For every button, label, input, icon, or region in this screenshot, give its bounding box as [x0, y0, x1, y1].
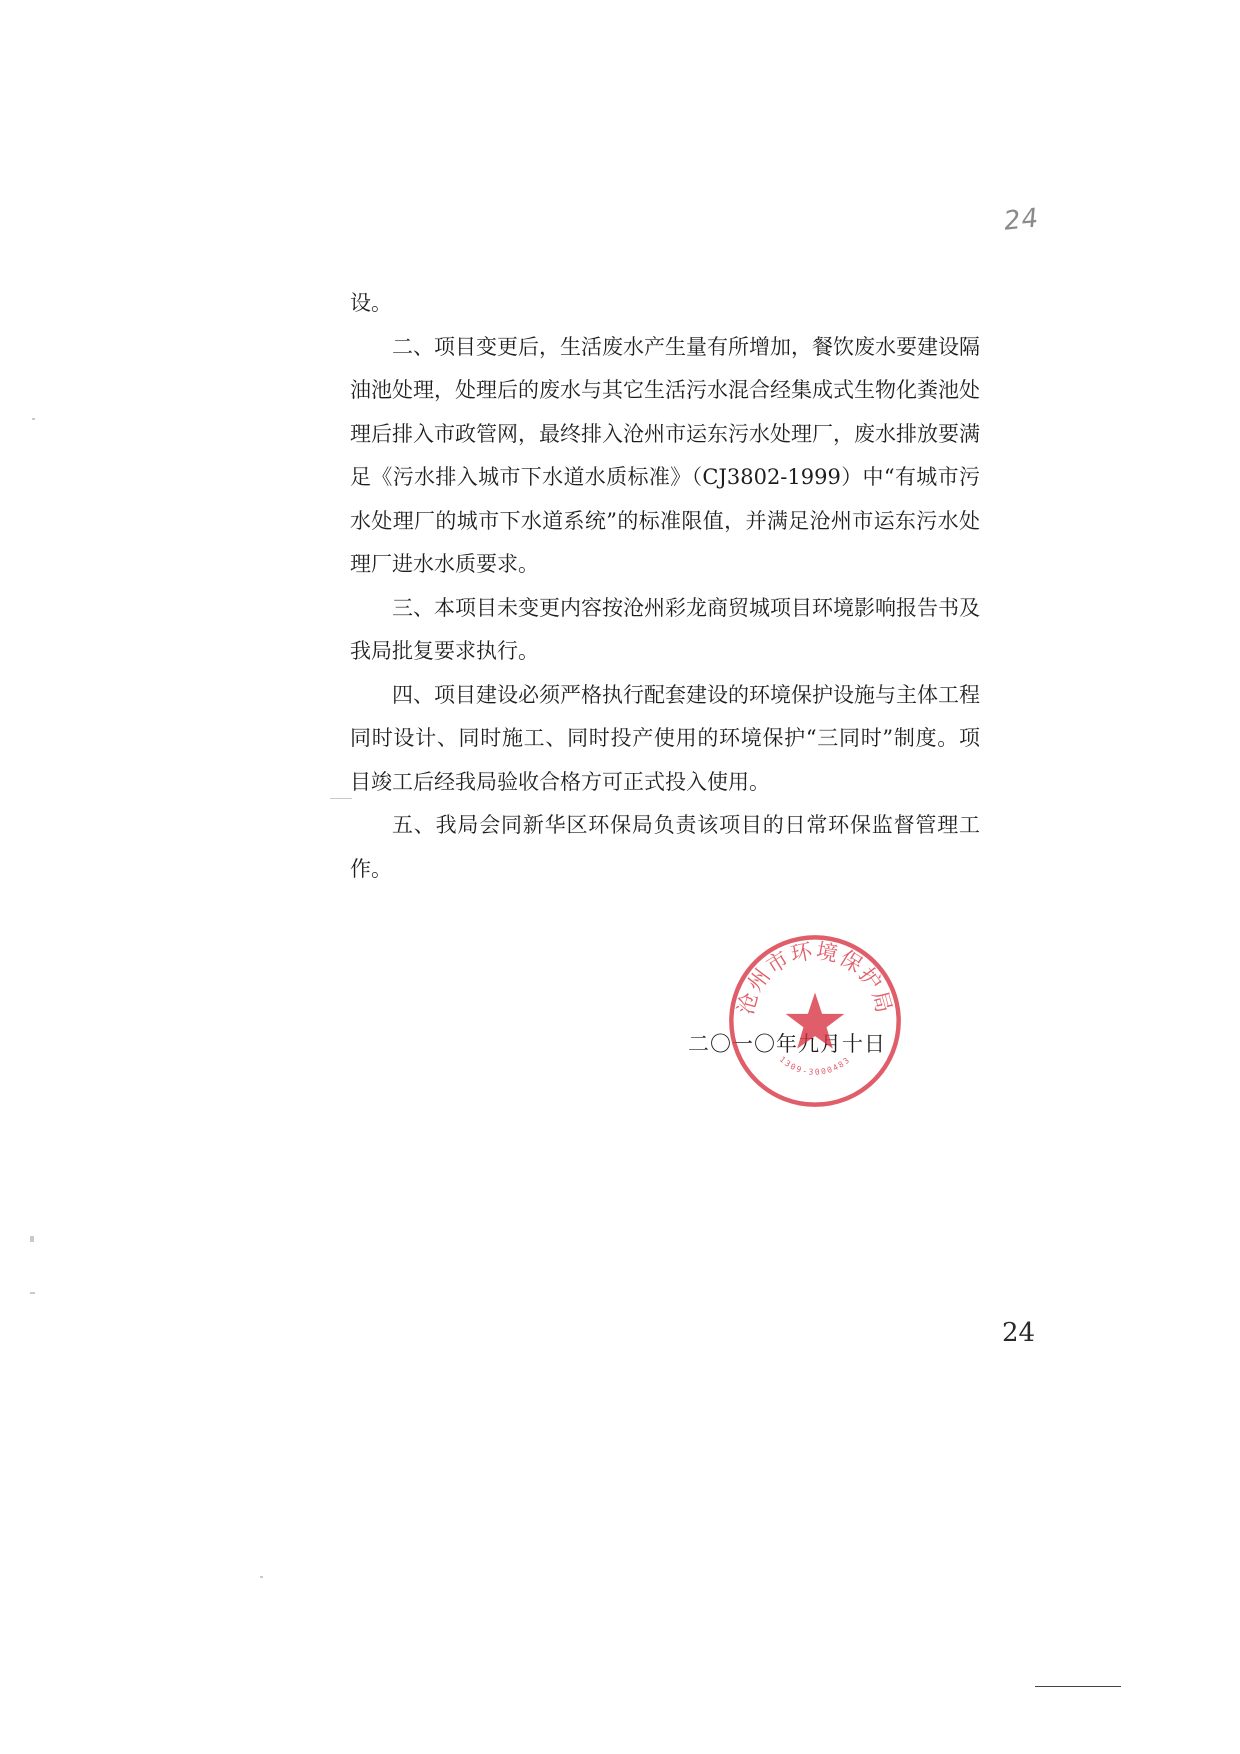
seal-code: 1309-3000483 — [777, 1054, 853, 1077]
scan-speck — [30, 1292, 35, 1294]
scan-speck — [330, 798, 352, 799]
body-text — [350, 282, 980, 891]
paragraph-item-4: 四、项目建设必须严格执行配套建设的环境保护设施与主体工程同时设计、同时施工、同时投产使用的环境保护“三同时”制度。项目竣工后经我局验收合格方可正式投入使用。 — [350, 682, 980, 794]
page-number: 24 — [1002, 1318, 1036, 1348]
signature-date: 二〇一〇年九月十日 — [688, 1032, 886, 1056]
scan-speck — [30, 1236, 34, 1242]
scan-speck — [32, 418, 35, 420]
paragraph-item-5: 五、我局会同新华区环保局负责该项目的日常环保监督管理工作。 — [350, 813, 980, 881]
seal-text: 沧州市环境保护局 — [733, 938, 897, 1018]
scan-speck — [260, 1576, 263, 1578]
seal-star-icon — [786, 993, 845, 1049]
official-seal-icon — [726, 932, 904, 1110]
handwritten-page-number: 24 — [1002, 203, 1041, 237]
paragraph-item-3: 三、本项目未变更内容按沧州彩龙商贸城项目环境影响报告书及我局批复要求执行。 — [350, 595, 980, 663]
paragraph-continuation: 设。 — [350, 291, 392, 315]
footer-rule — [1035, 1686, 1121, 1687]
paragraph-item-2: 二、项目变更后，生活废水产生量有所增加，餐饮废水要建设隔油池处理，处理后的废水与其它生活污水混合经集成式生物化粪池处理后排入市政管网，最终排入沧州市运东污水处理厂，废水排放要满足《污水排入城市下水道水质标准》（CJ3802-1999）中“有城市污水处理厂的城市下水道系统”的标准限值，并满足沧州市运东污水处理厂进水水质要求。 — [350, 334, 980, 576]
